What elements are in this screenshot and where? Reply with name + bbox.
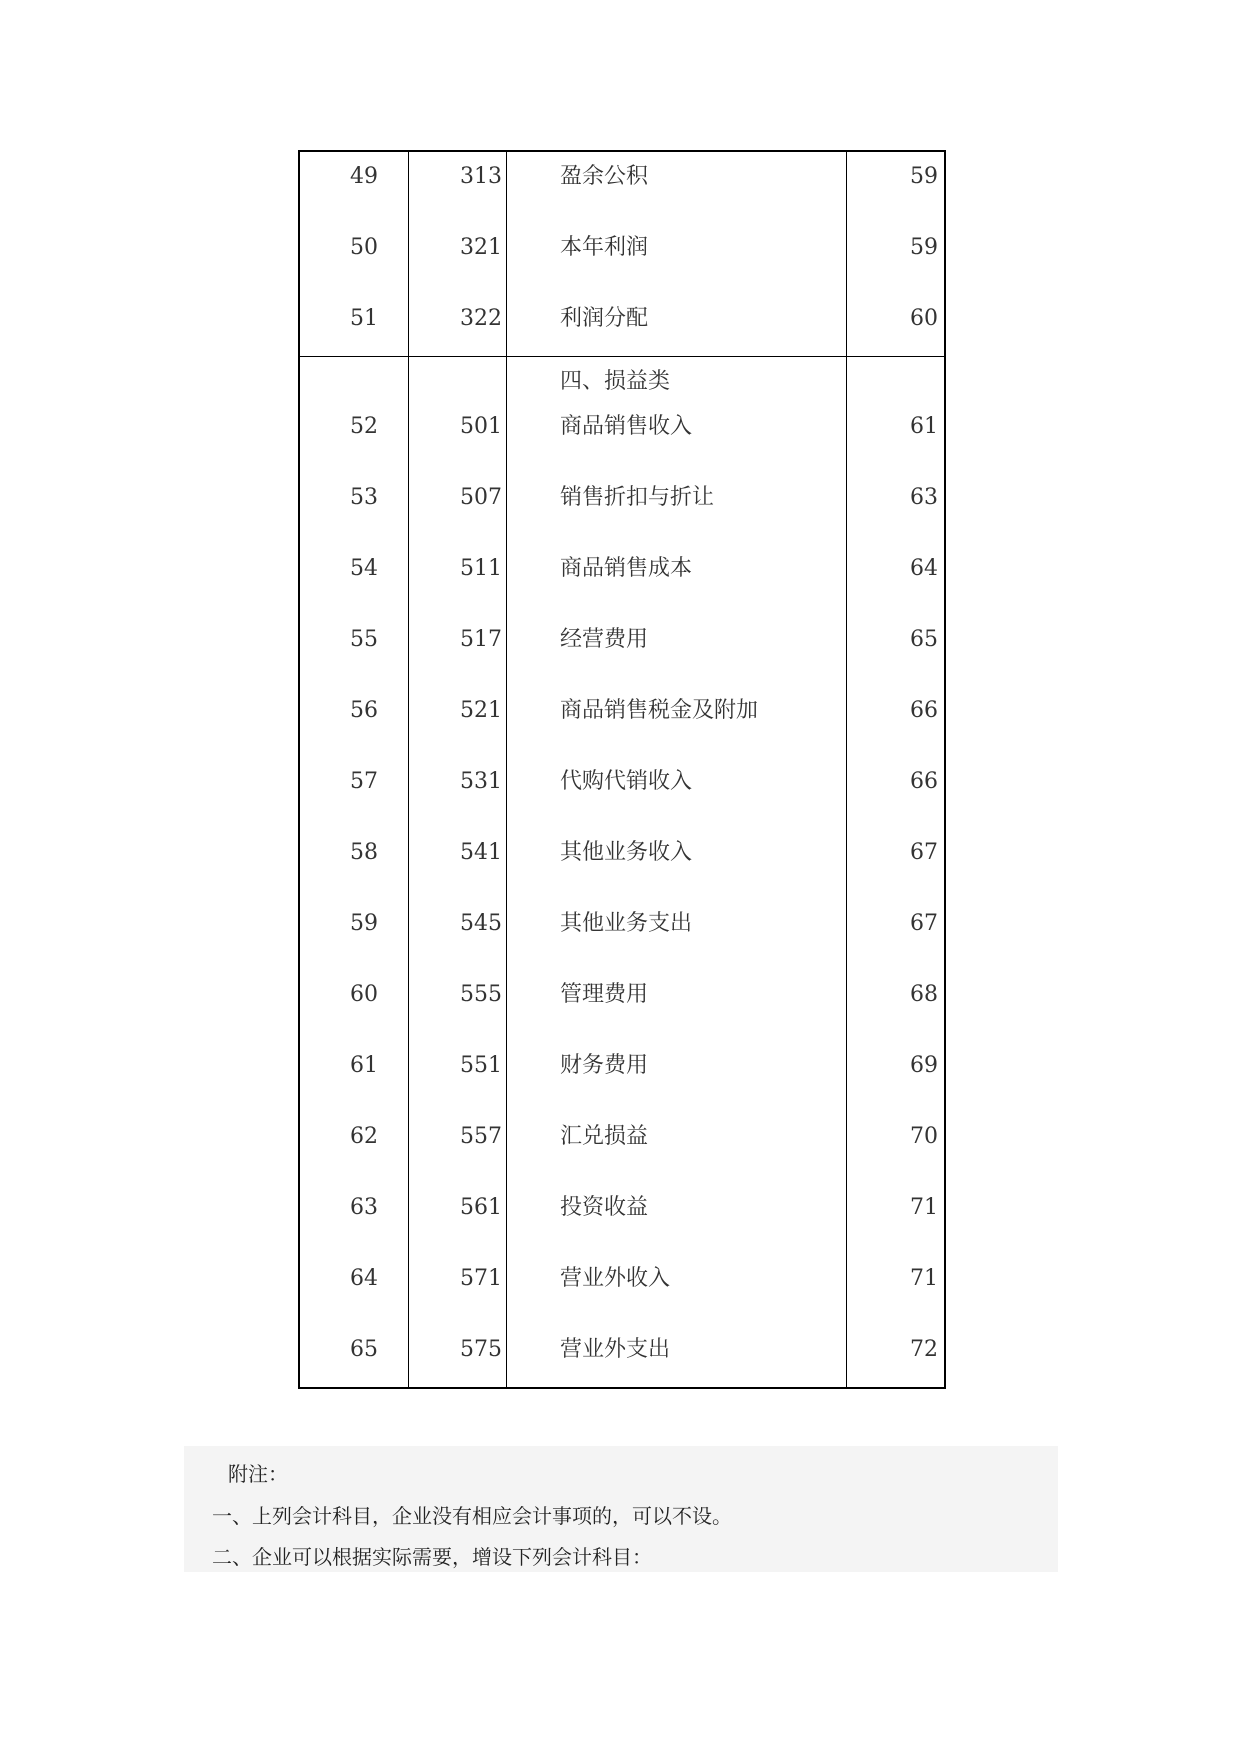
- page-number: 66: [910, 698, 938, 723]
- row-number: 59: [350, 911, 378, 936]
- account-name: 财务费用: [560, 1053, 649, 1078]
- row-number: 49: [350, 164, 378, 189]
- table-row: [300, 1041, 944, 1112]
- account-code: 571: [460, 1266, 502, 1291]
- table-row: [300, 1112, 944, 1183]
- page-number: 59: [910, 235, 938, 260]
- notes-title: 附注：: [228, 1462, 288, 1486]
- notes-line-2: 二、企业可以根据实际需要，增设下列会计科目：: [212, 1545, 652, 1569]
- table-row: [300, 152, 944, 223]
- page-number: 69: [910, 1053, 938, 1078]
- account-code: 575: [460, 1337, 502, 1362]
- section-heading-row: [300, 357, 944, 402]
- row-number: 51: [350, 306, 378, 331]
- row-number: 65: [350, 1337, 378, 1362]
- row-number: 54: [350, 556, 378, 581]
- table-row: [300, 223, 944, 294]
- notes-line-1: 一、上列会计科目，企业没有相应会计事项的，可以不设。: [212, 1504, 732, 1528]
- table-row: [300, 615, 944, 686]
- table-row: [300, 544, 944, 615]
- account-code: 321: [460, 235, 502, 260]
- account-code: 322: [460, 306, 502, 331]
- account-name: 商品销售收入: [560, 414, 693, 439]
- section-heading: 四、损益类: [560, 369, 671, 394]
- account-name: 营业外收入: [560, 1266, 671, 1291]
- table-row: [300, 970, 944, 1041]
- row-number: 52: [350, 414, 378, 439]
- page-number: 71: [910, 1266, 938, 1291]
- account-code: 545: [460, 911, 502, 936]
- table-row: [300, 899, 944, 970]
- table-row: [300, 294, 944, 356]
- account-name: 本年利润: [560, 235, 649, 260]
- account-name: 投资收益: [560, 1195, 649, 1220]
- page-number: 71: [910, 1195, 938, 1220]
- page-number: 64: [910, 556, 938, 581]
- page-number: 70: [910, 1124, 938, 1149]
- account-code: 313: [460, 164, 502, 189]
- page-number: 68: [910, 982, 938, 1007]
- row-number: 53: [350, 485, 378, 510]
- accounts-table: [298, 150, 946, 1389]
- account-code: 501: [460, 414, 502, 439]
- page-number: 60: [910, 306, 938, 331]
- account-code: 561: [460, 1195, 502, 1220]
- account-name: 营业外支出: [560, 1337, 671, 1362]
- account-code: 521: [460, 698, 502, 723]
- account-code: 511: [460, 556, 502, 581]
- account-code: 507: [460, 485, 502, 510]
- page-number: 67: [910, 840, 938, 865]
- account-name: 商品销售成本: [560, 556, 693, 581]
- table-row: [300, 1254, 944, 1325]
- table-section-profit-loss: [300, 356, 944, 1387]
- row-number: 61: [350, 1053, 378, 1078]
- row-number: 57: [350, 769, 378, 794]
- account-code: 531: [460, 769, 502, 794]
- page-number: 59: [910, 164, 938, 189]
- row-number: 56: [350, 698, 378, 723]
- page-number: 61: [910, 414, 938, 439]
- account-name: 管理费用: [560, 982, 649, 1007]
- table-row: [300, 1183, 944, 1254]
- page-number: 72: [910, 1337, 938, 1362]
- row-number: 60: [350, 982, 378, 1007]
- account-name: 其他业务支出: [560, 911, 693, 936]
- table-row: [300, 757, 944, 828]
- account-name: 商品销售税金及附加: [560, 698, 759, 723]
- table-row: [300, 402, 944, 473]
- row-number: 58: [350, 840, 378, 865]
- row-number: 63: [350, 1195, 378, 1220]
- account-name: 销售折扣与折让: [560, 485, 715, 510]
- account-name: 经营费用: [560, 627, 649, 652]
- account-code: 551: [460, 1053, 502, 1078]
- account-name: 汇兑损益: [560, 1124, 649, 1149]
- table-section-owner-equity: [300, 152, 944, 356]
- account-name: 代购代销收入: [560, 769, 693, 794]
- account-code: 517: [460, 627, 502, 652]
- account-name: 其他业务收入: [560, 840, 693, 865]
- page-number: 63: [910, 485, 938, 510]
- table-row: [300, 473, 944, 544]
- account-code: 557: [460, 1124, 502, 1149]
- page-number: 67: [910, 911, 938, 936]
- notes-box: [184, 1446, 1058, 1572]
- row-number: 62: [350, 1124, 378, 1149]
- table-row: [300, 686, 944, 757]
- row-number: 64: [350, 1266, 378, 1291]
- account-name: 利润分配: [560, 306, 649, 331]
- row-number: 55: [350, 627, 378, 652]
- page-number: 66: [910, 769, 938, 794]
- row-number: 50: [350, 235, 378, 260]
- page-number: 65: [910, 627, 938, 652]
- account-name: 盈余公积: [560, 164, 649, 189]
- table-row: [300, 828, 944, 899]
- account-code: 555: [460, 982, 502, 1007]
- account-code: 541: [460, 840, 502, 865]
- table-row: [300, 1325, 944, 1387]
